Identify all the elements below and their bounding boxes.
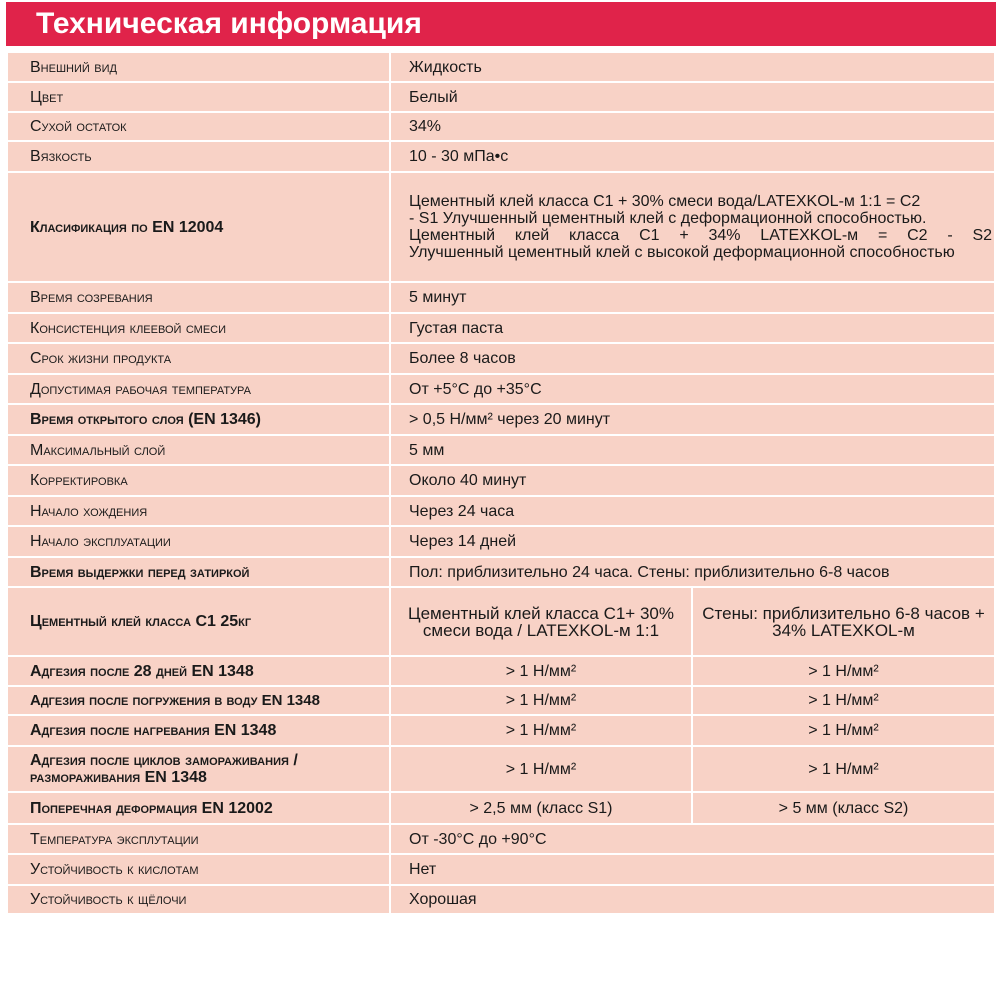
row-label: Сухой остаток bbox=[7, 112, 390, 141]
row-value: > 0,5 Н/мм² через 20 минут bbox=[390, 404, 995, 435]
row-value: Более 8 часов bbox=[390, 343, 995, 374]
row-value: От +5°С до +35°С bbox=[390, 374, 995, 404]
row-value-col1: > 1 Н/мм² bbox=[390, 746, 692, 792]
row-label: Начало хождения bbox=[7, 496, 390, 526]
row-label: Поперечная деформация EN 12002 bbox=[7, 792, 390, 824]
row-label: Класификация по EN 12004 bbox=[7, 172, 390, 282]
row-value: Жидкость bbox=[390, 52, 995, 82]
row-value-col2: > 1 Н/мм² bbox=[692, 746, 995, 792]
row-label: Допустимая рабочая температура bbox=[7, 374, 390, 404]
table-row bbox=[7, 374, 995, 404]
table-row bbox=[7, 792, 995, 824]
row-value-col2: > 1 Н/мм² bbox=[692, 656, 995, 686]
classification-line: Цементный клей класса С1 + 30% смеси вода/LATEXKOL-м 1:1 = C2 bbox=[409, 193, 921, 210]
row-value: Густая паста bbox=[390, 313, 995, 343]
table-row bbox=[7, 282, 995, 313]
row-label: Адгезия после погружения в воду EN 1348 bbox=[7, 686, 390, 715]
row-label: Устойчивость к щёлочи bbox=[7, 885, 390, 914]
column-header-c1-34 bbox=[692, 587, 995, 656]
row-value-col1: > 1 Н/мм² bbox=[390, 686, 692, 715]
row-value-col2: > 5 мм (класс S2) bbox=[692, 792, 995, 824]
row-label: Адгезия после циклов замораживания / размораживания EN 1348 bbox=[7, 746, 390, 792]
row-label: Устойчивость к кислотам bbox=[7, 854, 390, 885]
classification-line: Цементный клей класса C1 + 34% LATEXKOL-м = C2 - S2 bbox=[409, 227, 993, 244]
row-label: Температура эксплутации bbox=[7, 824, 390, 854]
table-row bbox=[7, 656, 995, 686]
row-label: Максимальный слой bbox=[7, 435, 390, 465]
table-row bbox=[7, 404, 995, 435]
table-row bbox=[7, 854, 995, 885]
table-row bbox=[7, 172, 995, 282]
table-row bbox=[7, 82, 995, 112]
section-title: Техническая информация bbox=[36, 7, 422, 40]
row-value: Нет bbox=[390, 854, 995, 885]
row-label: Начало эксплуатации bbox=[7, 526, 390, 557]
technical-info-table bbox=[6, 51, 996, 915]
table-row bbox=[7, 141, 995, 172]
column-header-text: Стены: приблизительно 6-8 часов + 34% LATEXKOL-м bbox=[702, 603, 985, 640]
row-value-col2: > 1 Н/мм² bbox=[692, 715, 995, 746]
table-row bbox=[7, 343, 995, 374]
row-value-col1: > 1 Н/мм² bbox=[390, 715, 692, 746]
row-value: Хорошая bbox=[390, 885, 995, 914]
section-header bbox=[6, 2, 996, 46]
row-label: Время созревания bbox=[7, 282, 390, 313]
table-row bbox=[7, 52, 995, 82]
table-row bbox=[7, 557, 995, 587]
row-value: Белый bbox=[390, 82, 995, 112]
row-label: Адгезия после 28 дней EN 1348 bbox=[7, 656, 390, 686]
row-value-col2: > 1 Н/мм² bbox=[692, 686, 995, 715]
classification-line: - S1 Улучшенный цементный клей с деформационной способностью. bbox=[409, 210, 927, 227]
table-row bbox=[7, 526, 995, 557]
row-value: Пол: приблизительно 24 часа. Стены: приблизительно 6-8 часов bbox=[390, 557, 995, 587]
column-header-c1-30 bbox=[390, 587, 692, 656]
table-row bbox=[7, 465, 995, 496]
row-value: 34% bbox=[390, 112, 995, 141]
table-row bbox=[7, 435, 995, 465]
table-row bbox=[7, 112, 995, 141]
row-label: Корректировка bbox=[7, 465, 390, 496]
row-label: Адгезия после нагревания EN 1348 bbox=[7, 715, 390, 746]
row-value: Через 24 часа bbox=[390, 496, 995, 526]
row-value: 5 мм bbox=[390, 435, 995, 465]
row-value-col1: > 1 Н/мм² bbox=[390, 656, 692, 686]
row-label: Время открытого слоя (EN 1346) bbox=[7, 404, 390, 435]
row-label: Цвет bbox=[7, 82, 390, 112]
table-row bbox=[7, 746, 995, 792]
row-label: Цементный клей класса С1 25кг bbox=[7, 587, 390, 656]
row-label: Время выдержки перед затиркой bbox=[7, 557, 390, 587]
table-row bbox=[7, 496, 995, 526]
row-value: Через 14 дней bbox=[390, 526, 995, 557]
row-label: Срок жизни продукта bbox=[7, 343, 390, 374]
row-value: 5 минут bbox=[390, 282, 995, 313]
row-label: Вязкость bbox=[7, 141, 390, 172]
table-row bbox=[7, 885, 995, 914]
table-row bbox=[7, 824, 995, 854]
row-label: Внешний вид bbox=[7, 52, 390, 82]
column-header-text: Цементный клей класса С1+ 30% смеси вода / LATEXKOL-м 1:1 bbox=[408, 603, 674, 640]
table-row bbox=[7, 587, 995, 656]
table-row bbox=[7, 686, 995, 715]
classification-line: Улучшенный цементный клей с высокой деформационной способностью bbox=[409, 244, 955, 261]
row-label: Консистенция клеевой смеси bbox=[7, 313, 390, 343]
row-value: 10 - 30 мПа•с bbox=[390, 141, 995, 172]
row-value: Около 40 минут bbox=[390, 465, 995, 496]
table-row bbox=[7, 715, 995, 746]
row-value-col1: > 2,5 мм (класс S1) bbox=[390, 792, 692, 824]
table-row bbox=[7, 313, 995, 343]
classification-text bbox=[390, 172, 995, 282]
row-value: От -30°С до +90°С bbox=[390, 824, 995, 854]
